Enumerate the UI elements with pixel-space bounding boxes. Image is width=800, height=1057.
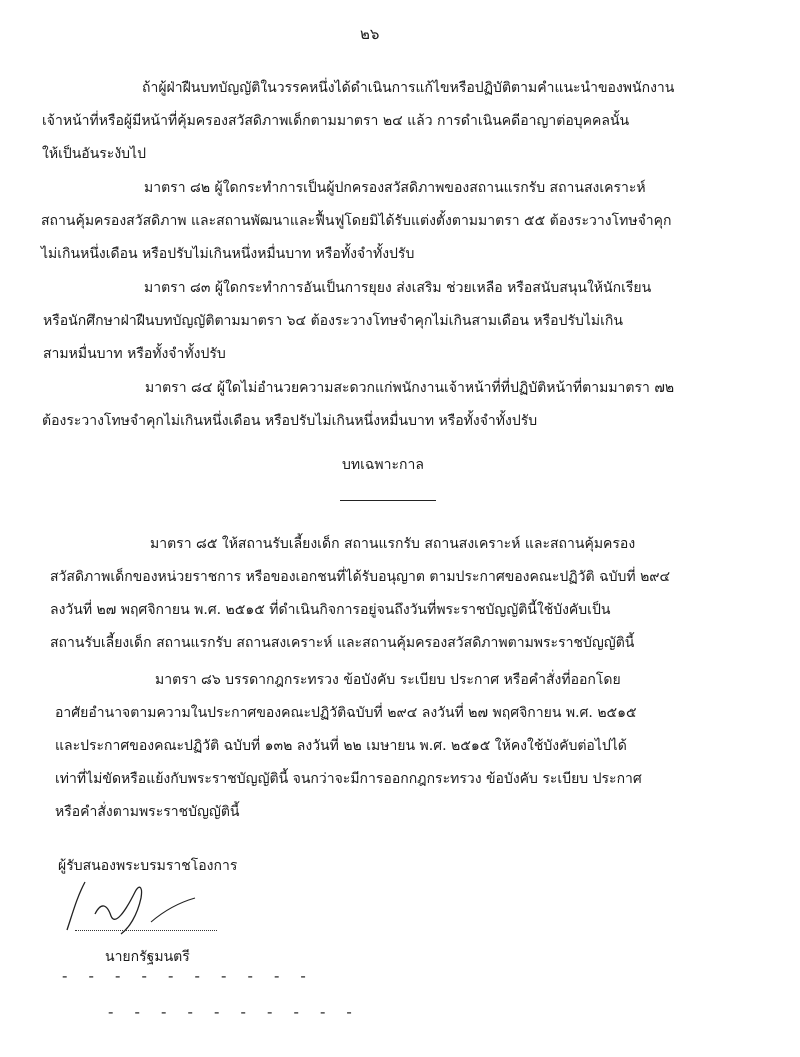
heading-underline xyxy=(340,500,436,501)
text-line: ไม่เกินหนึ่งเดือน หรือปรับไม่เกินหนึ่งหมื่นบาท หรือทั้งจำทั้งปรับ xyxy=(41,246,415,262)
text-line: สถานรับเลี้ยงเด็ก สถานแรกรับ สถานสงเคราะห์ และสถานคุ้มครองสวัสดิภาพตามพระราชบัญญัตินี้ xyxy=(50,635,635,651)
text-line: มาตรา ๘๖ บรรดากฎกระทรวง ข้อบังคับ ระเบียบ ประกาศ หรือคำสั่งที่ออกโดย xyxy=(155,672,621,688)
text-line: ให้เป็นอันระงับไป xyxy=(42,146,146,162)
signature-dotted-line xyxy=(75,930,217,931)
text-line: มาตรา ๘๕ ให้สถานรับเลี้ยงเด็ก สถานแรกรับ สถานสงเคราะห์ และสถานคุ้มครอง xyxy=(150,536,636,552)
section-86 xyxy=(55,664,642,829)
text-line: หรือคำสั่งตามพระราชบัญญัตินี้ xyxy=(55,804,240,820)
signatory-title: นายกรัฐมนตรี xyxy=(105,949,190,965)
text-line: หรือนักศึกษาฝ่าฝืนบทบัญญัติตามมาตรา ๖๔ ต้องระวางโทษจำคุกไม่เกินสามเดือน หรือปรับไม่เกิน xyxy=(43,313,623,329)
text-line: มาตรา ๘๓ ผู้ใดกระทำการอันเป็นการยุยง ส่งเสริม ช่วยเหลือ หรือสนับสนุนให้นักเรียน xyxy=(144,280,652,296)
text-line: เท่าที่ไม่ขัดหรือแย้งกับพระราชบัญญัตินี้ จนกว่าจะมีการออกกฎกระทรวง ข้อบังคับ ระเบียบ ประกาศ xyxy=(55,771,642,787)
page-number: ๒๖ xyxy=(360,25,380,43)
section-83 xyxy=(43,272,651,371)
text-line: ถ้าผู้ฝ่าฝืนบทบัญญัติในวรรคหนึ่งได้ดำเนินการแก้ไขหรือปฏิบัติตามคำแนะนำของพนักงาน xyxy=(142,80,675,96)
section-85 xyxy=(50,528,670,660)
countersign-caption: ผู้รับสนองพระบรมราชโองการ xyxy=(58,858,238,874)
text-line: อาศัยอำนาจตามความในประกาศของคณะปฏิวัติฉบับที่ ๒๙๔ ลงวันที่ ๒๗ พฤศจิกายน พ.ศ. ๒๕๑๕ xyxy=(55,705,637,721)
text-line: มาตรา ๘๔ ผู้ใดไม่อำนวยความสะดวกแก่พนักงานเจ้าหน้าที่ที่ปฏิบัติหน้าที่ตามมาตรา ๗๒ xyxy=(145,380,675,396)
trailing-dashes-2: - - - - - - - - - - xyxy=(108,1002,360,1021)
trailing-dashes-1: - - - - - - - - - - xyxy=(62,966,314,985)
text-line: สวัสดิภาพเด็กของหน่วยราชการ หรือของเอกชนที่ได้รับอนุญาต ตามประกาศของคณะปฏิวัติ ฉบับที่ ๒๙๔ xyxy=(50,569,671,585)
transitional-provisions-heading: บทเฉพาะกาล xyxy=(342,457,424,473)
text-line: สถานคุ้มครองสวัสดิภาพ และสถานพัฒนาและฟื้นฟูโดยมิได้รับแต่งตั้งตามมาตรา ๕๕ ต้องระวางโทษจำคุก xyxy=(41,213,672,229)
handwritten-signature xyxy=(55,872,225,942)
text-line: และประกาศของคณะปฏิวัติ ฉบับที่ ๑๓๒ ลงวันที่ ๒๒ เมษายน พ.ศ. ๒๕๑๕ ให้คงใช้บังคับต่อไปได้ xyxy=(55,738,627,754)
text-line: ลงวันที่ ๒๗ พฤศจิกายน พ.ศ. ๒๕๑๕ ที่ดำเนินกิจการอยู่จนถึงวันที่พระราชบัญญัตินี้ใช้บังคับเป็น xyxy=(50,602,611,618)
paragraph-1 xyxy=(42,72,674,171)
text-line: สามหมื่นบาท หรือทั้งจำทั้งปรับ xyxy=(43,346,226,362)
text-line: เจ้าหน้าที่หรือผู้มีหน้าที่คุ้มครองสวัสดิภาพเด็กตามมาตรา ๒๔ แล้ว การดำเนินคดีอาญาต่อบุคคลนั้น xyxy=(42,113,630,129)
text-line: ต้องระวางโทษจำคุกไม่เกินหนึ่งเดือน หรือปรับไม่เกินหนึ่งหมื่นบาท หรือทั้งจำทั้งปรับ xyxy=(42,413,538,429)
section-82 xyxy=(41,172,672,271)
section-84 xyxy=(42,372,674,438)
text-line: มาตรา ๘๒ ผู้ใดกระทำการเป็นผู้ปกครองสวัสดิภาพของสถานแรกรับ สถานสงเคราะห์ xyxy=(144,180,646,196)
